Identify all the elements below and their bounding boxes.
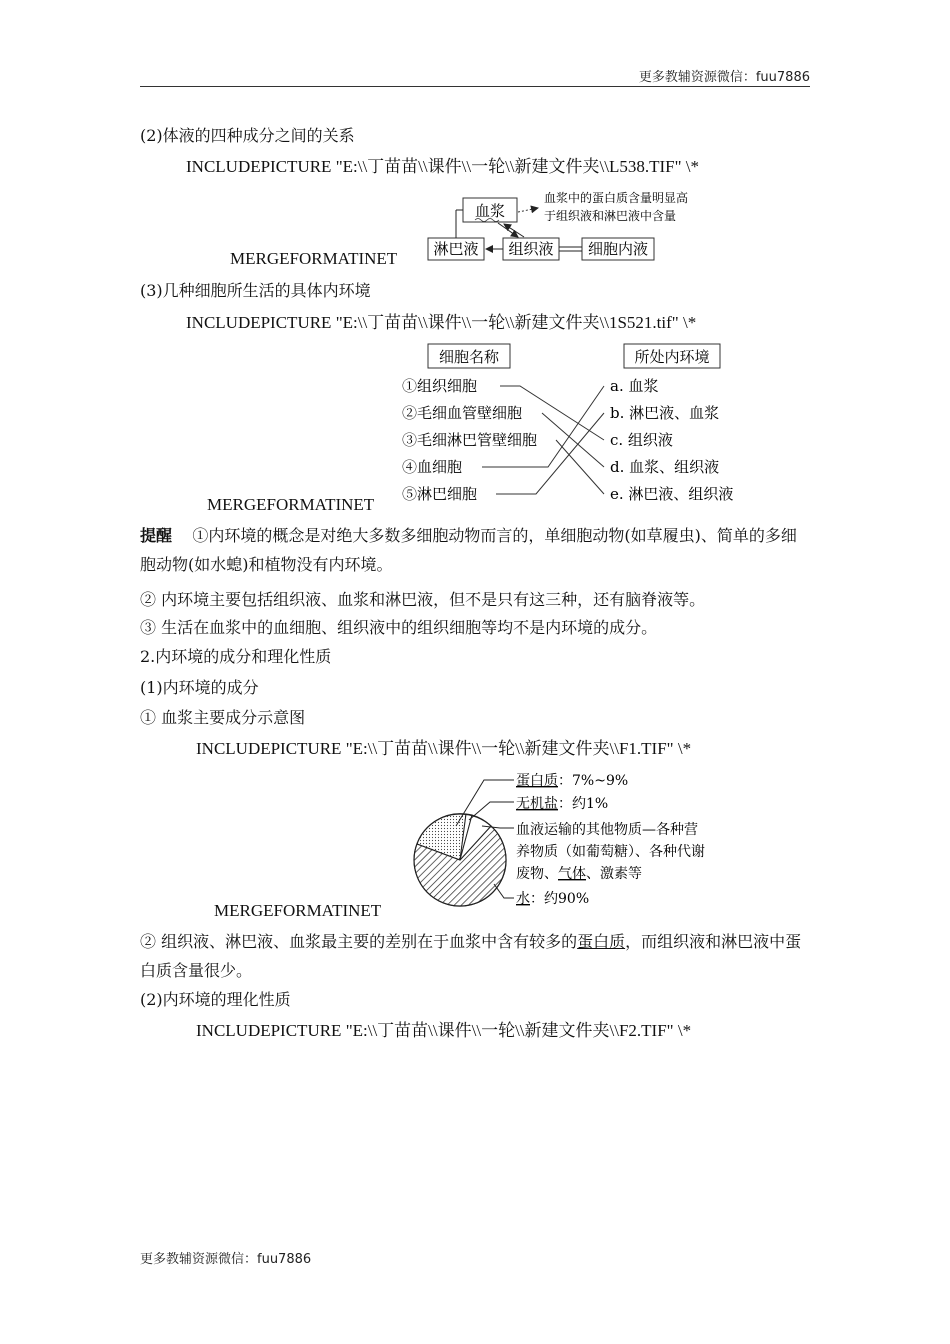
link-cell3-enve [556, 440, 604, 494]
label-other-3b: 、激素等 [586, 866, 642, 882]
merge-format-3: MERGEFORMATINET [214, 901, 382, 920]
label-gas: 气体 [558, 866, 586, 882]
merge-format-1: MERGEFORMATINET [230, 249, 398, 268]
tip-text-1: ①内环境的概念是对绝大多数多细胞动物而言的，单细胞动物(如草履虫)、简单的多细胞动物(如水螅)和植物没有内环境。 [140, 526, 797, 574]
tissue-fluid-label: 组织液 [508, 240, 554, 258]
cell-1: ①组织细胞 [402, 377, 478, 395]
link-cell4-enva [482, 386, 604, 467]
label-water-value: ：约90% [530, 891, 590, 907]
item-difference-paragraph [140, 927, 812, 985]
label-other-1: 血液运输的其他物质—各种营 [516, 822, 698, 838]
body-fluid-relation-diagram [420, 188, 730, 264]
cell-environment-matching-diagram [396, 340, 756, 512]
label-water [516, 890, 589, 907]
plasma-tissue-double-arrow-b [504, 224, 524, 237]
item-difference-b: ，而组织液和淋巴液中蛋白质含量很少。 [140, 932, 802, 980]
cell-5: ⑤淋巴细胞 [402, 485, 478, 503]
env-b: b. 淋巴液、血浆 [610, 404, 720, 422]
lymph-label: 淋巴液 [433, 240, 479, 258]
tip-paragraph-2: ② 内环境主要包括组织液、血浆和淋巴液，但不是只有这三种，还有脑脊液等。 [140, 590, 706, 609]
subsection-components: (1)内环境的成分 [140, 678, 259, 697]
note-dotted-arrow [518, 208, 538, 212]
item-difference-protein: 蛋白质 [577, 932, 626, 951]
section-3-heading: (3)几种细胞所生活的具体内环境 [140, 281, 371, 300]
label-other-3 [516, 865, 642, 882]
section-composition-heading: 2.内环境的成分和理化性质 [140, 647, 332, 666]
env-d: d. 血浆、组织液 [610, 458, 720, 476]
env-a: a. 血浆 [610, 377, 659, 395]
plasma-label: 血浆 [474, 202, 506, 220]
intracellular-label: 细胞内液 [587, 240, 649, 258]
page-header: 更多教辅资源微信：fuu7886 [638, 70, 810, 85]
plasma-composition-pie-diagram [404, 764, 750, 924]
merge-format-2: MERGEFORMATINET [207, 495, 375, 514]
env-e: e. 淋巴液、组织液 [610, 485, 734, 503]
page-footer: 更多教辅资源微信：fuu7886 [140, 1252, 312, 1267]
field-code-f2: INCLUDEPICTURE "E:\\丁苗苗\\课件\\一轮\\新建文件夹\\F2.TIF" \* [196, 1021, 692, 1040]
label-other-2: 养物质（如葡萄糖）、各种代谢 [516, 844, 705, 860]
environment-header: 所处内环境 [634, 348, 710, 366]
label-salt-name: 无机盐 [516, 796, 558, 812]
label-protein-value: ：7%~9% [558, 773, 629, 789]
label-protein [516, 773, 628, 789]
field-code-f1: INCLUDEPICTURE "E:\\丁苗苗\\课件\\一轮\\新建文件夹\\F1.TIF" \* [196, 739, 692, 758]
tip-paragraph-1 [140, 521, 812, 579]
field-code-l538: INCLUDEPICTURE "E:\\丁苗苗\\课件\\一轮\\新建文件夹\\L538.TIF" \* [186, 157, 700, 176]
field-code-1s521: INCLUDEPICTURE "E:\\丁苗苗\\课件\\一轮\\新建文件夹\\1S521.tif" \* [186, 313, 697, 332]
header-rule [140, 86, 810, 87]
label-other-3a: 废物、 [516, 866, 558, 882]
tip-label: 提醒 [140, 526, 173, 545]
cell-3: ③毛细淋巴管壁细胞 [402, 431, 538, 449]
cell-2: ②毛细血管壁细胞 [402, 404, 523, 422]
label-salt [516, 795, 608, 812]
note-line-2: 于组织液和淋巴液中含量 [544, 209, 677, 223]
label-water-name: 水 [516, 891, 530, 907]
label-salt-value: ：约1% [558, 796, 609, 812]
note-line-1: 血浆中的蛋白质含量明显高 [544, 191, 689, 205]
tip-paragraph-3: ③ 生活在血浆中的血细胞、组织液中的组织细胞等均不是内环境的成分。 [140, 618, 658, 637]
env-c: c. 组织液 [610, 431, 673, 449]
cell-name-header: 细胞名称 [438, 348, 500, 366]
section-2-heading: (2)体液的四种成分之间的关系 [140, 126, 355, 145]
label-protein-name: 蛋白质 [516, 773, 558, 789]
cell-4: ④血细胞 [402, 458, 463, 476]
item-difference-a: ② 组织液、淋巴液、血浆最主要的差别在于血浆中含有较多的 [140, 932, 578, 951]
item-plasma-diagram-title: ① 血浆主要成分示意图 [140, 708, 306, 727]
plasma-tissue-double-arrow-a [498, 223, 518, 237]
subsection-properties: (2)内环境的理化性质 [140, 990, 291, 1009]
